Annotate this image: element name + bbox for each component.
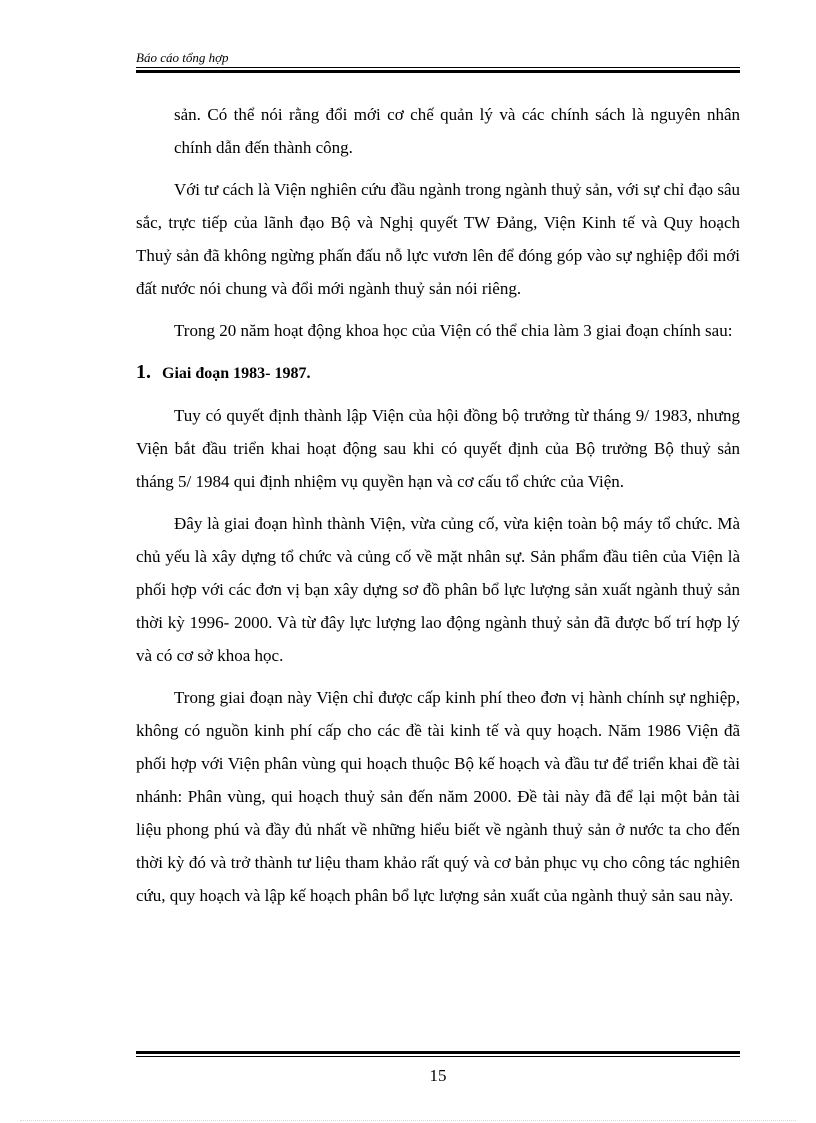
paragraph-continuation: sản. Có thể nói rằng đổi mới cơ chế quản lý và các chính sách là nguyên nhân chính dẫn đến thành công. — [174, 105, 740, 157]
paragraph: Tuy có quyết định thành lập Viện của hội đồng bộ trưởng từ tháng 9/ 1983, nhưng Viện bắt đầu triển khai hoạt động sau khi có quyết định của Bộ trưởng Bộ thuỷ sản tháng 5/ 1984 qui định nhiệm vụ quyền hạn và cơ cấu tổ chức của Viện. — [136, 406, 740, 491]
paragraph: Trong giai đoạn này Viện chỉ được cấp kinh phí theo đơn vị hành chính sự nghiệp, không có nguồn kinh phí cấp cho các đề tài kinh tế và quy hoạch. Năm 1986 Viện đã phối hợp với Viện phân vùng qui hoạch thuộc Bộ kế hoạch và đầu tư để triển khai đề tài nhánh: Phân vùng, qui hoạch thuỷ sản đến năm 2000. Đề tài này đã để lại một bản tài liệu phong phú và đầy đủ nhất về những hiểu biết về ngành thuỷ sản ở nước ta cho đến thời kỳ đó và trở thành tư liệu tham khảo rất quý và cơ bản phục vụ cho công tác nghiên cứu, quy hoạch và lập kế hoạch phân bổ lực lượng sản xuất của ngành thuỷ sản sau này. — [136, 688, 740, 905]
document-body — [136, 98, 740, 921]
section-heading — [136, 356, 740, 390]
footer-rule-thick — [136, 1051, 740, 1054]
paragraph: Với tư cách là Viện nghiên cứu đầu ngành trong ngành thuỷ sản, với sự chỉ đạo sâu sắc, trực tiếp của lãnh đạo Bộ và Nghị quyết TW Đảng, Viện Kinh tế và Quy hoạch Thuỷ sản đã không ngừng phấn đấu nỗ lực vươn lên để đóng góp vào sự nghiệp đổi mới đất nước nói chung và đổi mới ngành thuỷ sản nói riêng. — [136, 180, 740, 298]
page-number: 15 — [429, 1066, 447, 1085]
header-rule-thick — [136, 70, 740, 73]
paragraph: Đây là giai đoạn hình thành Viện, vừa củng cố, vừa kiện toàn bộ máy tổ chức. Mà chủ yếu là xây dựng tổ chức và củng cố về mặt nhân sự. Sản phẩm đầu tiên của Viện là phối hợp với các đơn vị bạn xây dựng sơ đồ phân bổ lực lượng sản xuất ngành thuỷ sản thời kỳ 1996- 2000. Và từ đây lực lượng lao động ngành thuỷ sản đã được bố trí hợp lý và có cơ sở khoa học. — [136, 514, 740, 665]
header-title: Báo cáo tổng hợp — [136, 50, 229, 65]
header-rule-thin — [136, 67, 740, 68]
page-edge-divider — [20, 1120, 796, 1121]
paragraph: Trong 20 năm hoạt động khoa học của Viện có thể chia làm 3 giai đoạn chính sau: — [174, 321, 733, 340]
section-number: 1. — [136, 361, 151, 383]
footer-rule-thin — [136, 1056, 740, 1057]
section-title: Giai đoạn 1983- 1987. — [162, 365, 311, 382]
